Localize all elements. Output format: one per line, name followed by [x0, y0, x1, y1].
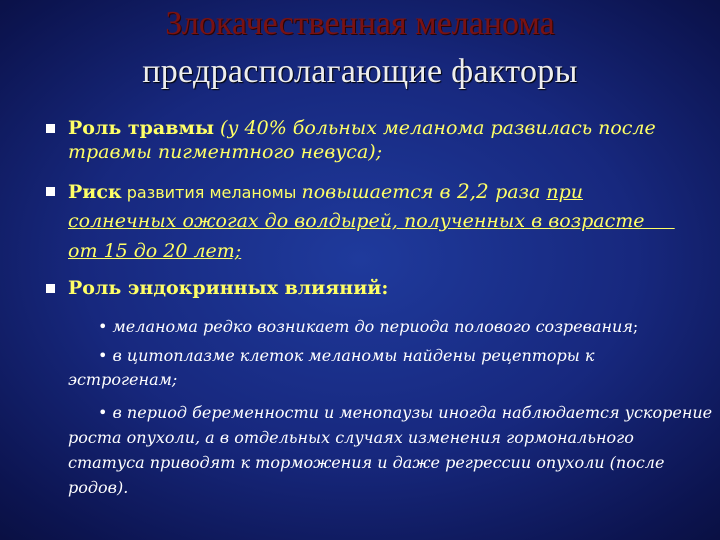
- sub-item-2-line-2: эстрогенам;: [68, 370, 178, 389]
- bullet-square-icon: [46, 284, 55, 293]
- item-3-lead: Роль эндокринных влияний:: [68, 277, 389, 299]
- sub-item-3-line-1: [98, 402, 712, 423]
- sub-item-3-line-2: роста опухоли, а в отдельных случаях изменения гормонального: [68, 428, 634, 447]
- item-2-times: раза: [495, 181, 541, 203]
- sub-item-1-end: ;: [632, 317, 639, 336]
- item-2-line-1: [68, 180, 583, 204]
- item-2-value: 2,2: [450, 179, 496, 203]
- item-2-when: при: [546, 181, 583, 203]
- item-2-line-2: солнечных ожогах до волдырей, полученных в возрасте: [68, 210, 675, 232]
- item-1-text: (у 40% больных меланома развилась после: [214, 117, 656, 139]
- sub-item-2-text: в цитоплазме клеток меланомы найдены рецепторы к: [107, 346, 595, 365]
- sub-bullet-icon: •: [98, 317, 108, 336]
- sub-item-3-line-4: родов).: [68, 478, 129, 497]
- item-1-lead: Роль травмы: [68, 117, 214, 139]
- sub-item-1: [98, 316, 638, 337]
- sub-item-3-text: в период беременности и менопаузы иногда наблюдается ускорение: [107, 403, 713, 422]
- item-2-raised: повышается в: [301, 181, 451, 203]
- item-1-line-2: травмы пигментного невуса);: [68, 141, 383, 163]
- bullet-square-icon: [46, 124, 55, 133]
- sub-item-1-text: меланома редко возникает до периода полового созревания: [107, 317, 633, 336]
- item-2-lead: Риск: [68, 181, 122, 203]
- bullet-square-icon: [46, 187, 55, 196]
- sub-item-2-line-1: [98, 345, 594, 366]
- item-2-line-3: от 15 до 20 лет;: [68, 240, 242, 262]
- item-1-line-1: [68, 117, 656, 139]
- item-2-middle: развития меланомы: [121, 183, 302, 202]
- slide-subtitle: предрасполагающие факторы: [142, 53, 578, 90]
- sub-bullet-icon: •: [98, 346, 108, 365]
- slide-title: Злокачественная меланома: [165, 5, 555, 42]
- sub-bullet-icon: •: [98, 403, 108, 422]
- sub-item-3-line-3: статуса приводят к торможения и даже регрессии опухоли (после: [68, 453, 665, 472]
